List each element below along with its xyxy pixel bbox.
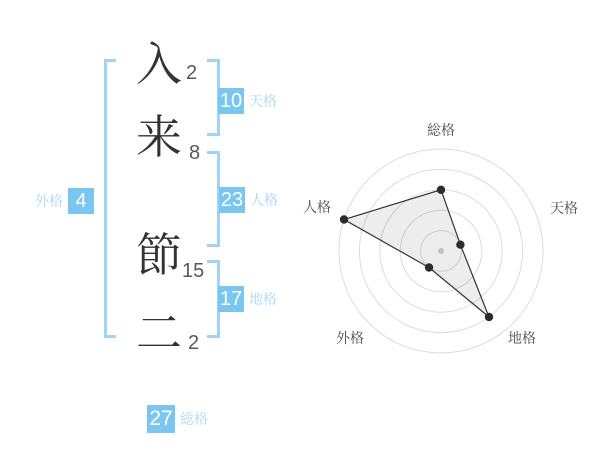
stroke-count-2: 8 [189,142,201,164]
radar-data-point [425,263,433,271]
radar-axis-label: 人格 [303,199,331,215]
radar-center-dot [438,248,444,254]
soukaku-label: 総格 [180,411,208,427]
radar-axis-label: 外格 [336,330,364,346]
chikaku-label: 地格 [249,291,277,307]
stroke-count-3: 15 [182,260,205,282]
gaikaku-value-badge: 4 [68,188,94,214]
radar-data-point [485,313,493,321]
jinkaku-value-badge: 23 [219,187,245,213]
name-char-4: 二 [136,307,182,359]
tenkaku-label: 天格 [249,93,277,109]
radar-data-polygon [344,190,489,317]
radar-axis-label: 総格 [427,122,455,138]
radar-data-point [340,215,348,223]
gaikaku-label: 外格 [35,193,63,209]
radar-data-point [456,241,464,249]
soukaku-value-badge: 27 [147,405,175,433]
name-char-2: 来 [136,111,182,163]
stroke-count-4: 2 [188,332,200,354]
stroke-count-1: 2 [186,62,198,84]
radar-axis-label: 天格 [550,200,578,216]
name-char-3: 節 [136,229,182,281]
radar-axis-label: 地格 [508,330,536,346]
radar-data-point [437,186,445,194]
name-char-1: 入 [136,38,182,90]
tenkaku-value-badge: 10 [218,88,244,114]
jinkaku-label: 人格 [250,192,278,208]
chikaku-value-badge: 17 [218,286,244,312]
